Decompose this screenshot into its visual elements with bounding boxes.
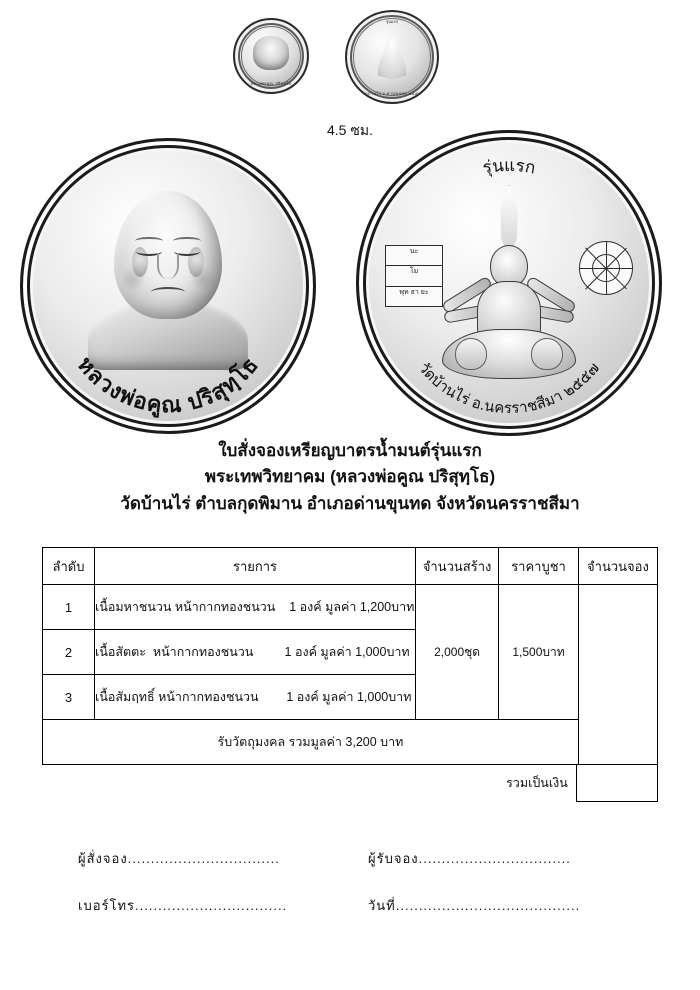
small-coin-front-caption: หลวงพ่อคูณ ปริสุทฺโธ (250, 81, 292, 86)
signature-area (0, 848, 700, 916)
arc-back-top-label: รุ่นแรก (481, 155, 537, 178)
document-title-block (0, 438, 700, 517)
small-coin-front (233, 18, 309, 94)
table-row (43, 585, 658, 630)
svg-text:วัดบ้านไร่ อ.นครราชสีมา ๒๕๕๗ (415, 360, 603, 417)
medal-size-label: 4.5 ซม. (327, 122, 373, 138)
header-no: ลำดับ (43, 548, 95, 585)
date-field[interactable]: วันที่........................................ (368, 898, 581, 914)
header-price: ราคาบูชา (499, 548, 579, 585)
orderer-signature-field[interactable]: ผู้สั่งจอง................................. (78, 851, 280, 867)
small-coin-back-top-text: รุ่นแรก (385, 19, 399, 24)
row-1-no: 1 (43, 585, 95, 630)
header-order-qty: จำนวนจอง (578, 548, 657, 585)
row-2-item: เนื้อสัตตะ หน้ากากทองชนวน 1 องค์ มูลค่า 1,000บาท (95, 630, 416, 675)
monk-bust-icon (253, 36, 289, 70)
header-item: รายการ (95, 548, 416, 585)
large-coin-back-arc-text (359, 133, 659, 433)
subtitle-temple-address: วัดบ้านไร่ ตำบลกุดพิมาน อำเภอด่านขุนทด จังหวัดนครราชสีมา (120, 493, 580, 513)
signature-row-2 (0, 895, 700, 916)
total-label: รวมเป็นเงิน (506, 776, 568, 791)
total-value-cell[interactable] (576, 765, 657, 802)
qty-merged-cell: 2,000ชุด (416, 585, 499, 720)
arc-back-bottom-label: วัดบ้านไร่ อ.นครราชสีมา ๒๕๕๗ (414, 359, 604, 418)
header-qty: จำนวนสร้าง (416, 548, 499, 585)
small-coin-front-inner (241, 26, 301, 86)
medal-illustration-area (0, 0, 700, 430)
order-table (42, 547, 658, 765)
price-merged-cell: 1,500บาท (499, 585, 579, 720)
large-coin-back (356, 130, 662, 436)
page-title: ใบสั่งจองเหรียญบาตรน้ำมนต์รุ่นแรก (218, 441, 482, 460)
small-coin-back (345, 10, 439, 104)
phone-field[interactable]: เบอร์โทร................................. (78, 898, 288, 914)
signature-row-1 (0, 848, 700, 869)
yantra-row-0: นะ (386, 246, 442, 266)
receiver-signature-field[interactable]: ผู้รับจอง................................. (368, 851, 571, 867)
total-row (42, 764, 658, 802)
row-1-item: เนื้อมหาชนวน หน้ากากทองชนวน 1 องค์ มูลค่า 1,200บาท (95, 585, 416, 630)
deity-figure-icon (372, 33, 412, 82)
svg-text:รุ่นแรก (481, 156, 537, 179)
row-3-item: เนื้อสัมฤทธิ์ หน้ากากทองชนวน 1 องค์ มูลค่า 1,000บาท (95, 675, 416, 720)
large-coin-front (20, 138, 316, 434)
small-coin-back-caption: วัดบ้านไร่ อ.ด่านขุนทด ๒๕๕๗ (362, 91, 422, 96)
table-row-bundle-note (43, 720, 658, 765)
row-2-no: 2 (43, 630, 95, 675)
svg-text:หลวงพ่อคูณ ปริสุทฺโธ (73, 352, 264, 419)
order-table-wrapper (42, 547, 658, 802)
order-qty-input-cell[interactable] (578, 585, 657, 765)
yantra-row-1: โม (386, 266, 442, 286)
subtitle-monk-name: พระเทพวิทยาคม (หลวงพ่อคูณ ปริสุทฺโธ) (204, 467, 496, 487)
large-coin-front-arc-text (23, 141, 313, 431)
bundle-note: รับวัตถุมงคล รวมมูลค่า 3,200 บาท (43, 720, 579, 765)
arc-front-label: หลวงพ่อคูณ ปริสุทฺโธ (72, 351, 264, 418)
yantra-row-2: พุท ธา ยะ (399, 288, 429, 296)
table-header-row (43, 548, 658, 585)
small-coin-back-inner (353, 18, 431, 96)
row-3-no: 3 (43, 675, 95, 720)
